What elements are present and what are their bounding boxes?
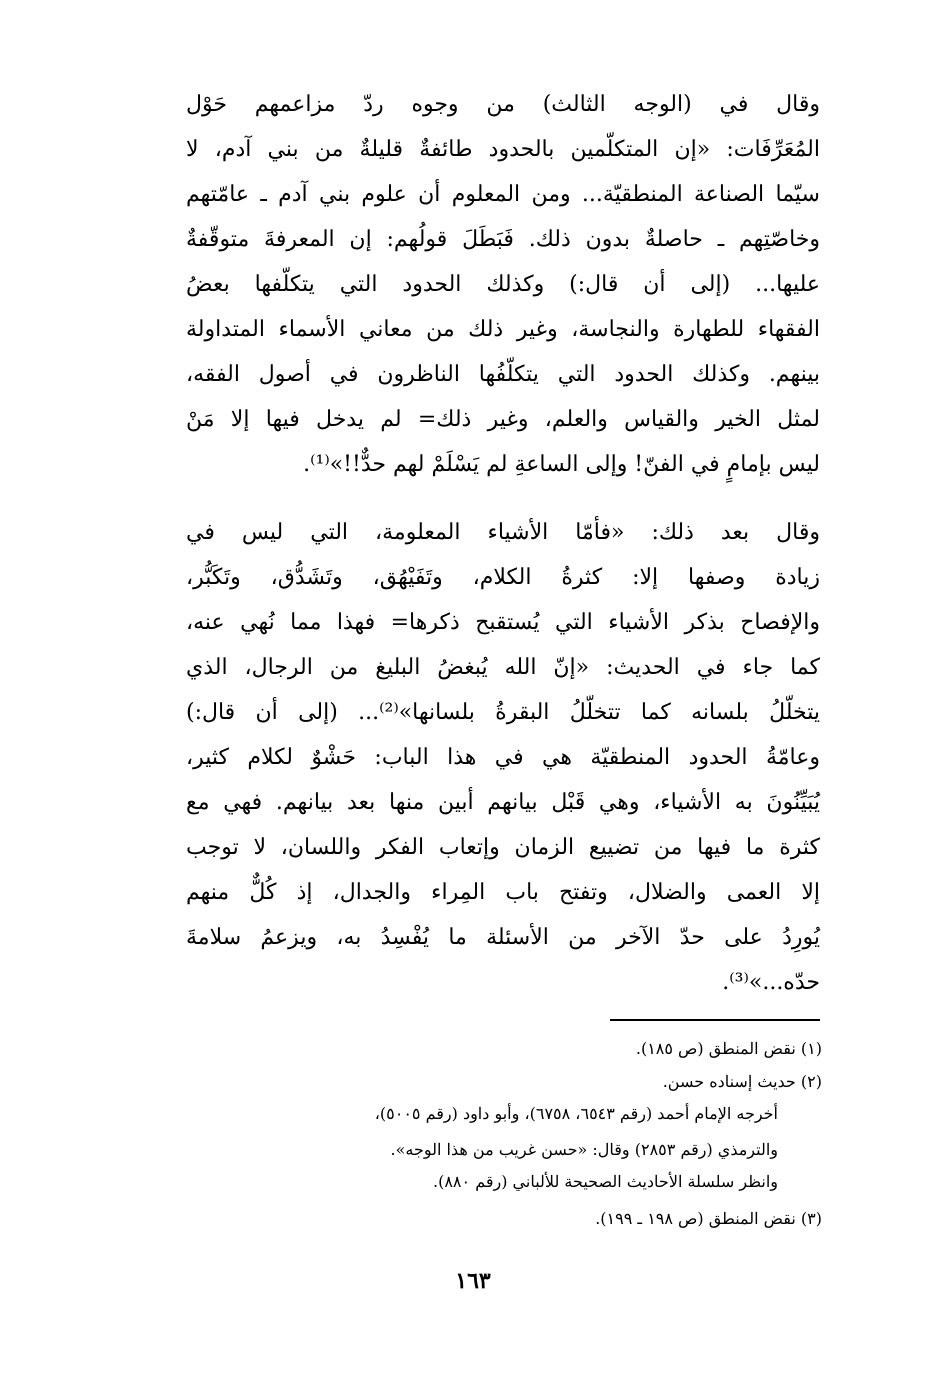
paragraph-2-line: وعامّةُ الحدود المنطقيّة هي في هذا الباب: حَشْوٌ لكلام كثير، (186, 745, 820, 770)
paragraph-2-line: كما جاء في الحديث: «إنّ الله يُبغضُ البليغ من الرجال، الذي (186, 655, 820, 680)
paragraph-1-line: وقال في (الوجه الثالث) من وجوه ردّ مزاعمهم حَوْل (186, 92, 820, 117)
paragraph-1-line: عليها... (إلى أن قال:) وكذلك الحدود التي يتكلّفها بعضُ (186, 272, 820, 297)
paragraph-1-line: بينهم. وكذلك الحدود التي يتكلّفُها الناظرون في أصول الفقه، (186, 362, 820, 387)
paragraph-2-line: إلا العمى والضلال، وتفتح باب المِراء والجدال، إذ كُلٌّ منهم (186, 880, 820, 905)
paragraph-1-line: ليس بإمامٍ في الفنّ! وإلى الساعةِ لم يَسْلَمْ لهم حدٌّ!!»⁽¹⁾. (303, 452, 820, 477)
footnote-2-line: والترمذي (رقم ٢٨٥٣) وقال: «حسن غريب من هذا الوجه». (390, 1140, 778, 1159)
footnote-2-line: أخرجه الإمام أحمد (رقم ٦٥٤٣، ٦٧٥٨)، وأبو داود (رقم ٥٠٠٥)، (374, 1104, 778, 1123)
footnote-2-line: وانظر سلسلة الأحاديث الصحيحة للألباني (رقم ٨٨٠). (433, 1172, 778, 1191)
paragraph-2-line: حدّه...»⁽³⁾. (722, 970, 820, 995)
footnote-1: (١) نقض المنطق (ص ١٨٥). (635, 1039, 822, 1058)
paragraph-1-line: وخاصّتِهم ـ حاصلةٌ بدون ذلك. فَبَطَلَ قولُهم: إن المعرفةَ متوقّفةٌ (186, 227, 820, 252)
paragraph-1 (186, 82, 820, 487)
paragraph-1-line: سيّما الصناعة المنطقيّة... ومن المعلوم أن علوم بني آدم ـ عامّتهم (186, 182, 820, 207)
paragraph-2-line: كثرة ما فيها من تضييع الزمان وإتعاب الفكر واللسان، لا توجب (186, 835, 820, 860)
paragraph-2-line: يُورِدُ على حدّ الآخر من الأسئلة ما يُفْسِدُ به، ويزعمُ سلامةَ (186, 925, 820, 950)
paragraph-1-line: الفقهاء للطهارة والنجاسة، وغير ذلك من معاني الأسماء المتداولة (186, 317, 820, 342)
footnote-3: (٣) نقض المنطق (ص ١٩٨ ـ ١٩٩). (595, 1209, 822, 1228)
paragraph-2-line: والإفصاح بذكر الأشياء التي يُستقبح ذكرها= فهذا مما نُهي عنه، (186, 610, 820, 635)
paragraph-2 (186, 510, 820, 1005)
paragraph-2-line: زيادة وصفها إلا: كثرةُ الكلام، وتَفَيْهُق، وتَشَدُّق، وتَكَبُّر، (186, 565, 820, 590)
footnote-separator (610, 1019, 820, 1021)
footnote-2: (٢) حديث إسناده حسن. (662, 1072, 822, 1091)
paragraph-1-line: المُعَرِّفَات: «إن المتكلّمين بالحدود طائفةٌ قليلةٌ من بني آدم، لا (186, 137, 820, 162)
paragraph-2-line: يُبَيِّنُونَ به الأشياء، وهي قَبْل بيانهم أبين منها بعد بيانهم. فهي مع (186, 790, 820, 815)
page-number: ١٦٣ (455, 1268, 491, 1294)
paragraph-2-line: يتخلّلُ بلسانه كما تتخلّلُ البقرةُ بلسانها»⁽²⁾... (إلى أن قال:) (186, 700, 820, 725)
paragraph-1-line: لمثل الخير والقياس والعلم، وغير ذلك= لم يدخل فيها إلا مَنْ (186, 407, 820, 432)
paragraph-2-line: وقال بعد ذلك: «فأمّا الأشياء المعلومة، التي ليس في (186, 520, 820, 545)
